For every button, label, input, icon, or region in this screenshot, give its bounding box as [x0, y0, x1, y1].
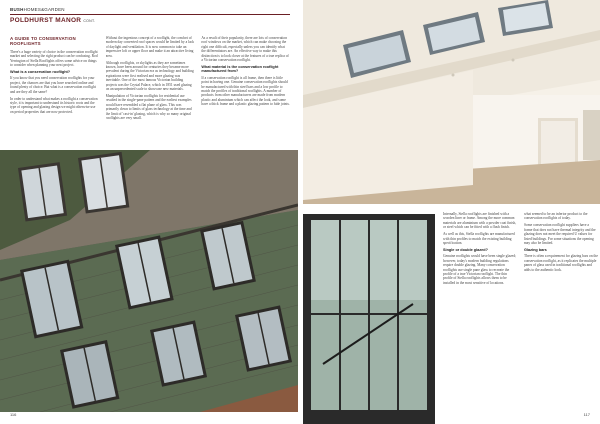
page-title-text: POLDHURST MANOR [10, 17, 82, 24]
paragraph: Genuine rooflights would have been single glazed; however, today's modern building regulations require double glazing. Many conservation rooflights use single pane glass to recreate the profile of a true Victorian rooflight. The thin profile of Stella rooflights allows them to be installed in the most sensitive of locations. [443, 254, 517, 285]
subheading: Single or double glazed? [443, 248, 488, 253]
roof-photo [0, 150, 298, 412]
paragraph: Without the ingenious concept of a rooflight, the comfort of modern day converted roof spaces would be limited by a lack of daylight and ventilation. It is now common to take an impressive loft or upper floor and make it an attractive living area. [105, 36, 195, 58]
page-title-cont: CONT. [83, 19, 96, 23]
article-col-1 [10, 36, 99, 124]
folio-section: HOMES&GARDEN [23, 7, 65, 12]
paragraph: what seemed to be an inferior product to the conservation rooflights of today. [524, 212, 588, 221]
interior-illustration [303, 0, 600, 204]
paragraph: As a result of their popularity, there are lots of conservation roof windows on the market, which can make choosing the right one difficult, especially unless you can identify what the differentiators are. An effective way to make this distinction is to look closer at the features of a true replica of a Victorian conservation rooflight. [201, 36, 289, 63]
metal-rooflight-photo [303, 214, 435, 424]
page-title [10, 14, 290, 24]
article-heading: A GUIDE TO CONSERVATION ROOFLIGHTS [10, 36, 76, 47]
article-body [10, 36, 290, 124]
paragraph: As well as this, Stella rooflights are manufactured with thin profiles to match the existing building specification. [443, 232, 515, 246]
right-article-text [443, 212, 598, 404]
paragraph: Although rooflights, or skylights as they are sometimes known, have been around for centuries they became more prevalent during the Victorian era as technology and building aspirations were first realised and more glazing was inevitable. One of the most famous Victorian building projects was the Crystal Palace, which in 1851 used glazing on an unprecedented scale to showcase new materials. [105, 60, 194, 92]
paragraph: Some conservation rooflight suppliers have a frame that does not have thermal integrity and the glazing does not meet the required U values for listed buildings. For some situations the opening may also be limited. [524, 223, 596, 246]
paragraph: Internally, Stella rooflights are finished with a wooden liner or frame. Among the more common materials are aluminium with a powder coat finish, or steel which can be fitted with a flush finish. [443, 212, 517, 230]
page-number-right: 117 [583, 412, 590, 417]
paragraph: In order to understand what makes a rooflight a conservation style, it is important to understand its historic roots and the type of opening and glazing design we might otherwise use on period properties that are now protected. [10, 96, 98, 114]
right-col-1 [443, 212, 517, 404]
article-col-2 [106, 36, 195, 124]
folio-top [10, 7, 65, 12]
page-number-left: 116 [10, 412, 17, 417]
metal-rooflight-illustration [303, 214, 435, 424]
paragraph: Manipulation of Victorian rooflights for residential use resulted in the single-pane pattern and the earliest examples would have resembled a flat plane of glass. This was primarily down to limits of glass technology at the time and the limit of 'cast-in' glazing, which is why so many original rooflights are very small. [105, 94, 192, 121]
right-col-2 [524, 212, 598, 404]
paragraph: If you know that you need conservation rooflights for your project, the chances are that you have searched online and found plenty of choice. But what is a conservation rooflight and are they all the same? [10, 76, 96, 94]
subheading: What is a conservation rooflight? [10, 70, 71, 75]
paragraph: There is often a requirement for glazing bars on the conservation rooflight, as it replicates the multiple panes of glass used in traditional rooflights and adds to the authentic look. [524, 254, 598, 272]
right-bottom-area [303, 204, 600, 424]
article-col-3 [201, 36, 290, 124]
interior-photo [303, 0, 600, 204]
paragraph: There's a huge variety of choice in the conservation rooflight market and selecting the right product can be confusing. Rod Yerrington of Stella Rooflights offers some advice on things to consider when planning your next project. [10, 49, 98, 68]
folio-brand: BUSH [10, 7, 24, 12]
roof-photo-illustration [0, 150, 298, 412]
subheading: Glazing bars [524, 248, 547, 253]
subheading: What material is the conservation rooflight manufactured from? [201, 65, 279, 74]
paragraph: If a conservation rooflight is all frame, then there is little point in having one. Genuine conservation rooflights should be manufactured with thin steel bars and a low profile to match the profiles of traditional rooflights. A number of products from other manufacturers are made from modern plastic and aluminium which can affect the look, and some have a thick frame and a plastic glazing pattern to hide joints. [201, 75, 290, 107]
